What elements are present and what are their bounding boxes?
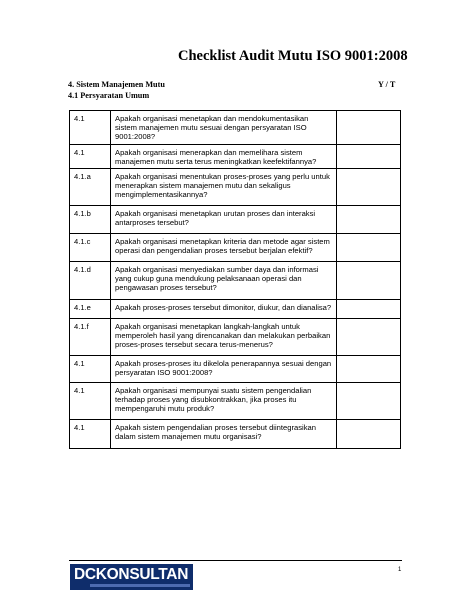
logo-text: DCKONSULTAN xyxy=(74,566,189,583)
item-question: Apakah organisasi menyediakan sumber daya dan informasi yang cukup guna mendukung pelaksanaan operasi dan pengawasan proses tersebut? xyxy=(111,262,337,300)
item-number: 4.1.d xyxy=(70,262,111,300)
item-number: 4.1 xyxy=(70,420,111,449)
item-question: Apakah sistem pengendalian proses tersebut diintegrasikan dalam sistem manajemen mutu organisasi? xyxy=(111,420,337,449)
answer-cell[interactable] xyxy=(337,262,401,300)
item-question: Apakah proses-proses tersebut dimonitor, diukur, dan dianalisa? xyxy=(111,300,337,319)
item-number: 4.1.b xyxy=(70,206,111,234)
page-number: 1 xyxy=(398,567,402,573)
footer-divider xyxy=(69,560,402,561)
item-question: Apakah organisasi menetapkan dan mendokumentasikan sistem manajemen mutu sesuai dengan persyaratan ISO 9001:2008? xyxy=(111,111,337,145)
table-row xyxy=(70,262,401,300)
company-logo xyxy=(70,564,193,590)
item-question: Apakah organisasi menerapkan dan memelihara sistem manajemen mutu serta terus meningkatkan keefektifannya? xyxy=(111,144,337,168)
item-number: 4.1.c xyxy=(70,234,111,262)
item-question: Apakah organisasi mempunyai suatu sistem pengendalian terhadap proses yang disubkontrakkan, jika proses itu mempengaruhi mutu produk? xyxy=(111,383,337,420)
checklist-table xyxy=(69,110,401,449)
answer-cell[interactable] xyxy=(337,300,401,319)
item-question: Apakah organisasi menetapkan kriteria dan metode agar sistem operasi dan pengendalian proses tersebut berjalan efektif? xyxy=(111,234,337,262)
item-number: 4.1 xyxy=(70,356,111,383)
item-number: 4.1.e xyxy=(70,300,111,319)
answer-cell[interactable] xyxy=(337,383,401,420)
answer-cell[interactable] xyxy=(337,319,401,356)
item-number: 4.1 xyxy=(70,111,111,145)
table-row xyxy=(70,383,401,420)
item-question: Apakah organisasi menetapkan langkah-langkah untuk memperoleh hasil yang direncanakan dan melakukan perbaikan proses-proses tersebut secara terus-menerus? xyxy=(111,319,337,356)
answer-cell[interactable] xyxy=(337,420,401,449)
logo-tagline-bar xyxy=(90,584,190,587)
item-question: Apakah organisasi menentukan proses-proses yang perlu untuk menerapkan sistem manajemen mutu dan sekaligus mengimplementasikannya? xyxy=(111,169,337,206)
item-number: 4.1 xyxy=(70,144,111,168)
table-row xyxy=(70,319,401,356)
table-row xyxy=(70,111,401,145)
answer-cell[interactable] xyxy=(337,356,401,383)
item-question: Apakah proses-proses itu dikelola penerapannya sesuai dengan persyaratan ISO 9001:2008? xyxy=(111,356,337,383)
answer-cell[interactable] xyxy=(337,234,401,262)
table-row xyxy=(70,300,401,319)
table-row xyxy=(70,420,401,449)
answer-column-header: Y / T xyxy=(378,80,396,89)
item-number: 4.1 xyxy=(70,383,111,420)
item-number: 4.1.a xyxy=(70,169,111,206)
table-row xyxy=(70,206,401,234)
section-heading: 4. Sistem Manajemen Mutu xyxy=(68,80,165,89)
table-row xyxy=(70,234,401,262)
item-number: 4.1.f xyxy=(70,319,111,356)
answer-cell[interactable] xyxy=(337,169,401,206)
table-row xyxy=(70,356,401,383)
table-row xyxy=(70,169,401,206)
answer-cell[interactable] xyxy=(337,206,401,234)
subsection-heading: 4.1 Persyaratan Umum xyxy=(68,91,150,100)
item-question: Apakah organisasi menetapkan urutan proses dan interaksi antarproses tersebut? xyxy=(111,206,337,234)
document-title: Checklist Audit Mutu ISO 9001:2008 xyxy=(178,48,408,64)
answer-cell[interactable] xyxy=(337,144,401,168)
table-row xyxy=(70,144,401,168)
answer-cell[interactable] xyxy=(337,111,401,145)
